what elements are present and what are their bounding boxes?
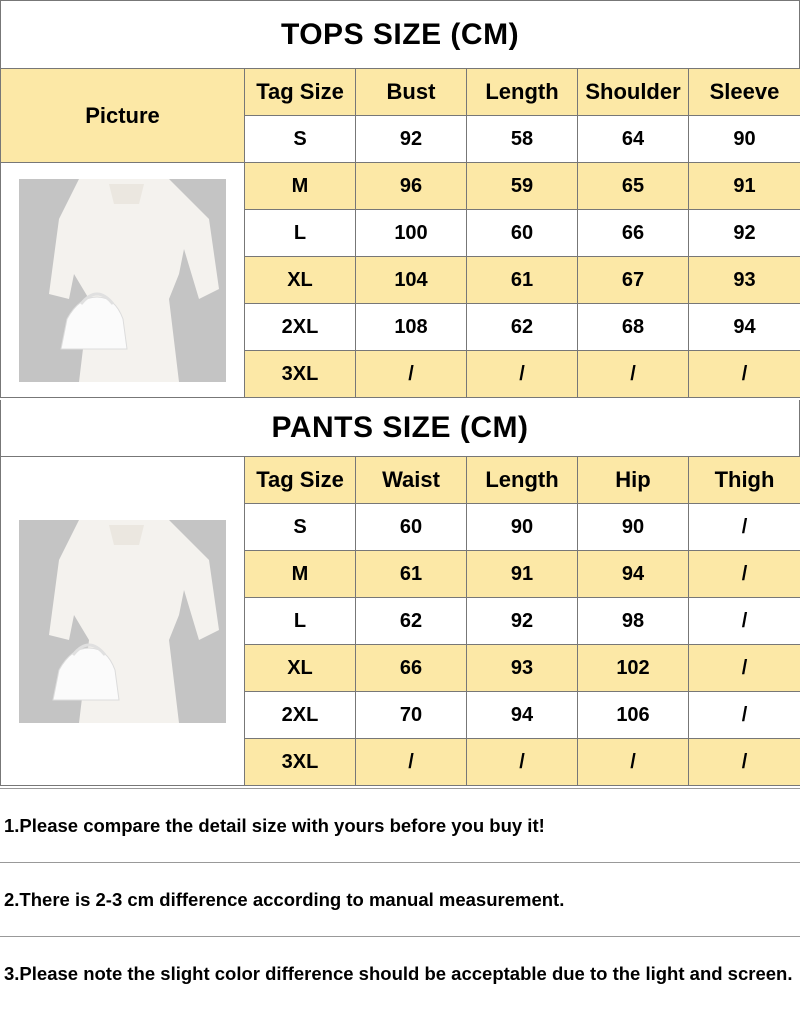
pants-header-cell: Length (467, 457, 578, 504)
table-cell: / (578, 351, 689, 398)
table-cell: 92 (689, 210, 800, 257)
tops-product-photo (19, 179, 226, 382)
table-cell: XL (245, 257, 356, 304)
tops-title (0, 0, 800, 68)
table-cell: / (689, 504, 800, 551)
table-cell: 60 (467, 210, 578, 257)
table-cell: 102 (578, 645, 689, 692)
tops-row (1, 163, 800, 210)
table-cell: 106 (578, 692, 689, 739)
table-cell: / (689, 739, 800, 786)
table-cell: 61 (356, 551, 467, 598)
table-cell: 61 (467, 257, 578, 304)
table-cell: 98 (578, 598, 689, 645)
note-3 (0, 936, 800, 1011)
pants-header-cell: Thigh (689, 457, 800, 504)
tops-header-cell: Bust (356, 69, 467, 116)
table-cell: 93 (689, 257, 800, 304)
table-cell: 91 (689, 163, 800, 210)
table-cell: 59 (467, 163, 578, 210)
tops-header-cell: Sleeve (689, 69, 800, 116)
tops-header-cell: Length (467, 69, 578, 116)
table-cell: / (689, 551, 800, 598)
model-image (19, 520, 226, 723)
note-text: 3.Please note the slight color difference should be acceptable due to the light and screen. (4, 963, 793, 984)
table-cell: 92 (467, 598, 578, 645)
table-cell: 96 (356, 163, 467, 210)
table-cell: 108 (356, 304, 467, 351)
table-cell: 100 (356, 210, 467, 257)
table-cell: 66 (578, 210, 689, 257)
pants-title-text: PANTS SIZE (CM) (271, 411, 529, 444)
table-cell: S (245, 504, 356, 551)
tops-header-cell: Shoulder (578, 69, 689, 116)
table-cell: XL (245, 645, 356, 692)
note-1 (0, 788, 800, 862)
table-cell: / (689, 692, 800, 739)
table-cell: / (689, 645, 800, 692)
table-cell: L (245, 210, 356, 257)
table-cell: 2XL (245, 692, 356, 739)
pants-header-cell: Waist (356, 457, 467, 504)
table-cell: 66 (356, 645, 467, 692)
table-cell: 58 (467, 116, 578, 163)
table-cell: 2XL (245, 304, 356, 351)
table-cell: 94 (689, 304, 800, 351)
tops-title-text: TOPS SIZE (CM) (280, 17, 520, 51)
tops-picture-cell (1, 163, 245, 398)
pants-picture-cell (1, 457, 245, 786)
pants-product-photo (19, 520, 226, 723)
table-cell: 67 (578, 257, 689, 304)
table-cell: 94 (467, 692, 578, 739)
table-cell: 90 (578, 504, 689, 551)
pants-header-cell: Tag Size (245, 457, 356, 504)
table-cell: / (467, 351, 578, 398)
table-cell: 94 (578, 551, 689, 598)
table-cell: M (245, 551, 356, 598)
table-cell: S (245, 116, 356, 163)
table-cell: 64 (578, 116, 689, 163)
table-cell: / (356, 739, 467, 786)
table-cell: 60 (356, 504, 467, 551)
table-cell: / (689, 598, 800, 645)
table-cell: 91 (467, 551, 578, 598)
table-cell: 3XL (245, 351, 356, 398)
table-cell: / (467, 739, 578, 786)
table-cell: L (245, 598, 356, 645)
table-cell: 90 (467, 504, 578, 551)
tops-size-table (0, 68, 800, 398)
table-cell: / (689, 351, 800, 398)
pants-header-row (1, 457, 800, 504)
table-cell: M (245, 163, 356, 210)
table-cell: 3XL (245, 739, 356, 786)
table-cell: 70 (356, 692, 467, 739)
table-cell: 65 (578, 163, 689, 210)
note-text: 2.There is 2-3 cm difference according to manual measurement. (4, 888, 565, 910)
pants-size-table (0, 456, 800, 786)
table-cell: / (356, 351, 467, 398)
table-cell: 90 (689, 116, 800, 163)
table-cell: 62 (467, 304, 578, 351)
table-cell: / (578, 739, 689, 786)
note-2 (0, 862, 800, 936)
table-cell: 68 (578, 304, 689, 351)
model-image (19, 179, 226, 382)
pants-title (0, 400, 800, 456)
table-cell: 93 (467, 645, 578, 692)
table-cell: 104 (356, 257, 467, 304)
table-cell: 62 (356, 598, 467, 645)
note-text: 1.Please compare the detail size with yours before you buy it! (4, 814, 545, 836)
table-cell: 92 (356, 116, 467, 163)
picture-label: Picture (1, 69, 245, 163)
pants-header-cell: Hip (578, 457, 689, 504)
tops-header-row (1, 69, 800, 116)
tops-header-cell: Tag Size (245, 69, 356, 116)
